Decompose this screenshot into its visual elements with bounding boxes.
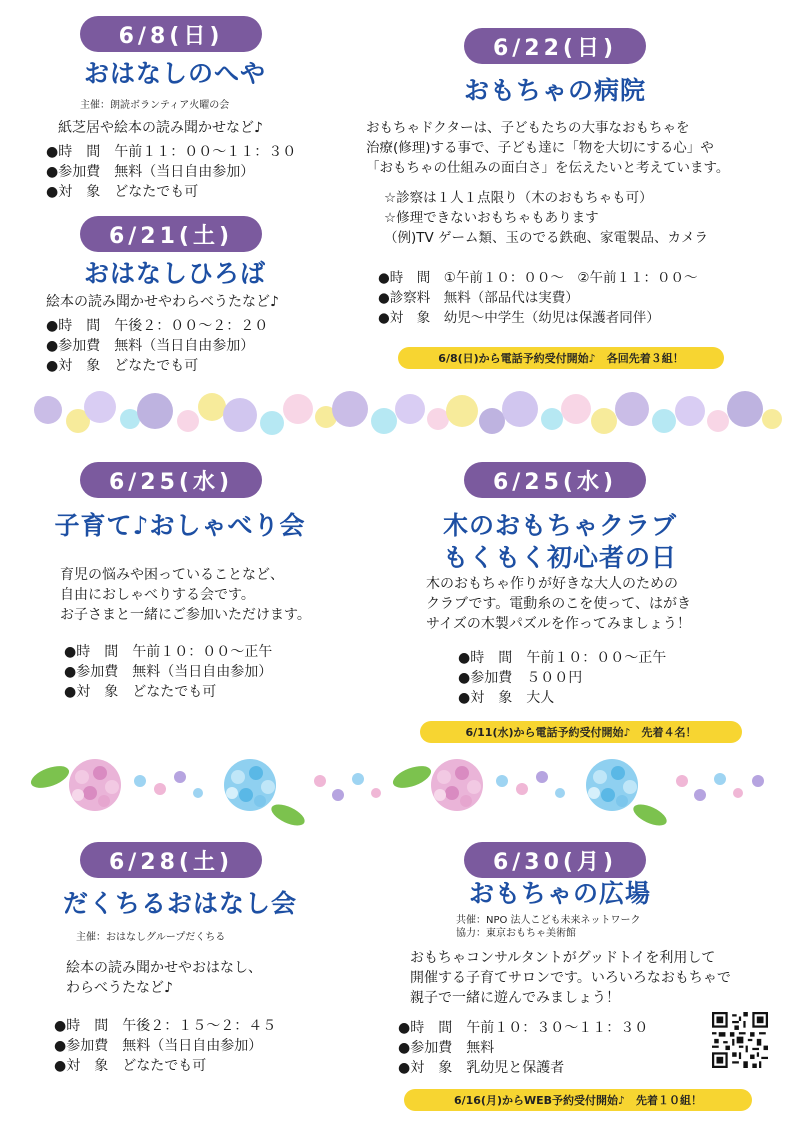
dot-divider bbox=[0, 385, 800, 455]
detail-time: ●時 間 午前１０：３０〜１１：３０ bbox=[398, 1020, 649, 1036]
event-description-0625-a: 育児の悩みや困っていることなど、 自由におしゃべりする会です。 お子さまと一緒にご参加いただけます。 bbox=[60, 567, 311, 623]
event-title-0622: おもちゃの病院 bbox=[463, 76, 646, 105]
event-title-0630: おもちゃの広場 bbox=[468, 879, 651, 908]
event-description-0608: 紙芝居や絵本の読み聞かせなど♪ bbox=[58, 120, 263, 136]
event-organizer-0608: 主催：朗読ボランティア火曜の会 bbox=[80, 100, 230, 111]
leaf-icon bbox=[390, 762, 434, 793]
detail-target: ●対 象 幼児〜中学生（幼児は保護者同伴） bbox=[378, 310, 660, 326]
reservation-notice-0622: 6/8(日)から電話予約受付開始♪ 各回先着３組！ bbox=[398, 347, 724, 369]
detail-fee: ●診察料 無料（部品代は実費） bbox=[378, 290, 579, 306]
date-pill-0625-a: 6/25(水) bbox=[80, 462, 262, 498]
detail-fee: ●参加費 ５００円 bbox=[458, 670, 583, 686]
reservation-notice-0630: 6/16(月)からWEB予約受付開始♪ 先着１０組！ bbox=[404, 1089, 752, 1111]
event-details-0608 bbox=[46, 142, 296, 202]
event-organizer-0630: 共催：NPO 法人こども未来ネットワーク 協力：東京おもちゃ美術館 bbox=[456, 915, 641, 939]
event-description-0628: 絵本の読み聞かせやおはなし、 わらべうたなど♪ bbox=[66, 960, 262, 996]
date-pill-0621: 6/21(土) bbox=[80, 216, 262, 252]
detail-time: ●時 間 午前１１：００〜１１：３０ bbox=[46, 144, 297, 160]
detail-time: ●時 間 ①午前１０：００〜 ②午前１１：００〜 bbox=[378, 270, 698, 286]
event-details-0622 bbox=[378, 268, 697, 328]
date-pill-0628: 6/28(土) bbox=[80, 842, 262, 878]
date-pill-0630: 6/30(月) bbox=[464, 842, 646, 878]
detail-fee: ●参加費 無料（当日自由参加） bbox=[54, 1038, 263, 1054]
detail-target: ●対 象 乳幼児と保護者 bbox=[398, 1060, 565, 1076]
event-details-0621 bbox=[46, 316, 268, 376]
event-description-0621: 絵本の読み聞かせやわらべうたなど♪ bbox=[46, 294, 279, 310]
hydrangea-icon bbox=[431, 759, 483, 811]
detail-time: ●時 間 午前１０：００〜正午 bbox=[458, 650, 667, 666]
event-details-0625-a bbox=[64, 642, 272, 702]
event-description-0622: おもちゃドクターは、子どもたちの大事なおもちゃを 治療(修理)する事で、子ども達に「物を大切にする心」や 「おもちゃの仕組みの面白さ」を伝えたいと考えています。 bbox=[366, 120, 730, 176]
event-title-0625-b: 木のおもちゃクラブ もくもく初心者の日 bbox=[442, 511, 677, 572]
date-pill-0625-b: 6/25(水) bbox=[464, 462, 646, 498]
event-notes-0622: ☆診察は１人１点限り（木のおもちゃも可） ☆修理できないおもちゃもあります （例)TV ゲーム類、玉のでる鉄砲、家電製品、カメラ bbox=[384, 190, 709, 246]
detail-fee: ●参加費 無料（当日自由参加） bbox=[64, 664, 273, 680]
event-details-0630 bbox=[398, 1018, 648, 1078]
detail-time: ●時 間 午後２：１５〜２：４５ bbox=[54, 1018, 277, 1034]
event-title-0625-a: 子育て♪おしゃべり会 bbox=[54, 511, 306, 540]
detail-target: ●対 象 どなたでも可 bbox=[46, 184, 199, 200]
hydrangea-icon bbox=[586, 759, 638, 811]
reservation-notice-0625: 6/11(水)から電話予約受付開始♪ 先着４名！ bbox=[420, 721, 742, 743]
leaf-icon bbox=[630, 800, 669, 830]
qr-code-icon[interactable] bbox=[712, 1012, 768, 1068]
detail-target: ●対 象 どなたでも可 bbox=[64, 684, 217, 700]
event-title-0608: おはなしのへや bbox=[83, 59, 266, 88]
hydrangea-icon bbox=[69, 759, 121, 811]
event-description-0630: おもちゃコンサルタントがグッドトイを利用して 開催する子育てサロンです。いろいろなおもちゃで 親子で一緒に遊んでみましょう！ bbox=[410, 950, 731, 1006]
event-organizer-0628: 主催：おはなしグループだくちる bbox=[76, 932, 226, 943]
event-title-0628: だくちるおはなし会 bbox=[62, 889, 297, 918]
event-details-0628 bbox=[54, 1016, 276, 1076]
detail-time: ●時 間 午後２：００〜２：２０ bbox=[46, 318, 269, 334]
hydrangea-divider bbox=[20, 755, 780, 835]
detail-target: ●対 象 どなたでも可 bbox=[54, 1058, 207, 1074]
detail-time: ●時 間 午前１０：００〜正午 bbox=[64, 644, 273, 660]
event-details-0625-b bbox=[458, 648, 666, 708]
detail-fee: ●参加費 無料 bbox=[398, 1040, 495, 1056]
date-pill-0622: 6/22(日) bbox=[464, 28, 646, 64]
detail-target: ●対 象 大人 bbox=[458, 690, 555, 706]
hydrangea-icon bbox=[224, 759, 276, 811]
leaf-icon bbox=[28, 762, 72, 793]
detail-fee: ●参加費 無料（当日自由参加） bbox=[46, 338, 255, 354]
detail-target: ●対 象 どなたでも可 bbox=[46, 358, 199, 374]
leaf-icon bbox=[268, 800, 307, 830]
event-title-0621: おはなしひろば bbox=[83, 259, 266, 288]
detail-fee: ●参加費 無料（当日自由参加） bbox=[46, 164, 255, 180]
date-pill-0608: 6/8(日) bbox=[80, 16, 262, 52]
event-description-0625-b: 木のおもちゃ作りが好きな大人のための クラブです。電動糸のこを使って、はがき サイズの木製パズルを作ってみましょう！ bbox=[426, 576, 692, 632]
